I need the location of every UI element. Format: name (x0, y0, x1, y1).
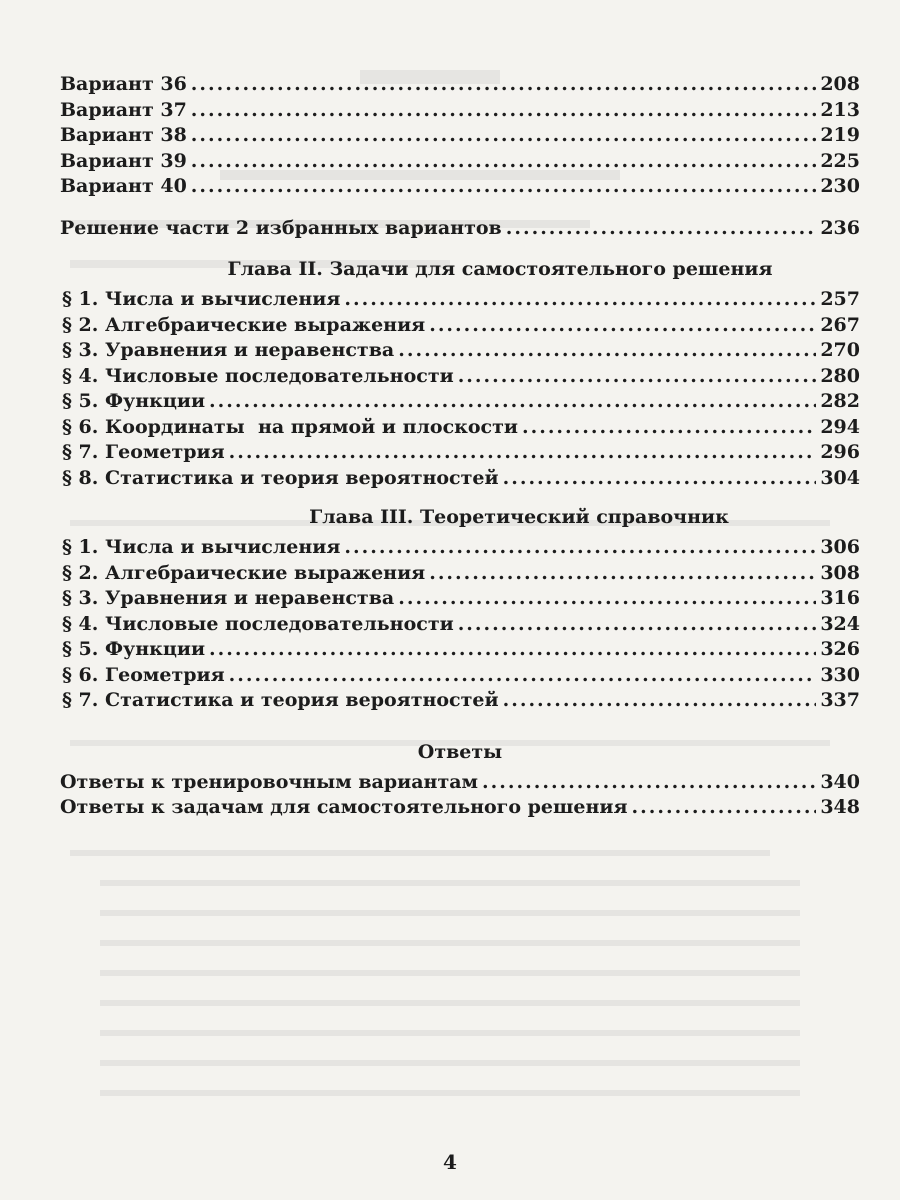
leader-dots (209, 637, 816, 663)
toc-entry-answers-self-study[interactable] (60, 795, 860, 821)
toc-label: § 3. Уравнения и неравенства (62, 587, 395, 609)
toc-page-number: 219 (820, 124, 860, 146)
toc-label: § 1. Числа и вычисления (62, 288, 341, 310)
toc-entry-ch3-s5[interactable] (60, 637, 860, 663)
toc-label: § 4. Числовые последовательности (62, 612, 454, 635)
leader-dots (191, 149, 816, 175)
toc-label: Вариант 36 (60, 73, 187, 95)
toc-page-number: 208 (820, 73, 860, 95)
page-number: 4 (443, 1150, 457, 1174)
leader-dots (429, 561, 816, 587)
leader-dots (632, 795, 816, 821)
toc-page-number: 213 (820, 98, 860, 121)
leader-dots (209, 389, 816, 415)
toc-entry-ch2-s5[interactable] (60, 389, 860, 415)
toc-entry-ch2-s3[interactable] (60, 338, 860, 364)
leader-dots (191, 72, 816, 98)
toc-label: § 1. Числа и вычисления (62, 536, 341, 558)
toc-page-number: 308 (820, 561, 860, 584)
leader-dots (344, 287, 816, 313)
toc-entry-ch3-s3[interactable] (60, 586, 860, 612)
toc-label: Ответы к задачам для самостоятельного решения (60, 796, 628, 818)
leader-dots (191, 174, 816, 200)
leader-dots (503, 466, 816, 492)
toc-entry-variant-40[interactable] (60, 174, 860, 200)
toc-entry-ch2-s4[interactable] (60, 364, 860, 390)
chapter-2-heading: Глава II. Задачи для самостоятельного решения (227, 258, 773, 280)
spacer (60, 200, 860, 216)
toc-entry-variant-36[interactable] (60, 72, 860, 98)
toc-label: Вариант 39 (60, 149, 187, 172)
toc-label: Вариант 38 (60, 124, 187, 146)
chapter-3-heading: Глава III. Теоретический справочник (309, 506, 729, 528)
toc-label: § 2. Алгебраические выражения (62, 313, 426, 336)
leader-dots (398, 586, 816, 612)
leader-dots (191, 123, 816, 149)
toc-label: § 3. Уравнения и неравенства (62, 339, 395, 361)
toc-entry-ch3-s7[interactable] (60, 688, 860, 714)
toc-entry-ch2-s7[interactable] (60, 440, 860, 466)
toc-page-number: 304 (820, 466, 860, 489)
toc-entry-ch2-s1[interactable] (60, 287, 860, 313)
leader-dots (458, 364, 816, 390)
toc-entry-answers-training[interactable] (60, 770, 860, 796)
toc-label: § 5. Функции (62, 390, 206, 412)
toc-label: § 5. Функции (62, 638, 206, 660)
toc-page-number: 348 (820, 796, 860, 818)
toc-page-number: 282 (820, 390, 860, 412)
toc-page-number: 270 (820, 339, 860, 361)
toc-entry-ch2-s8[interactable] (60, 466, 860, 492)
toc-entry-variant-39[interactable] (60, 149, 860, 175)
toc-page-number: 267 (820, 313, 860, 336)
leader-dots (503, 688, 816, 714)
leader-dots (344, 535, 816, 561)
leader-dots (522, 415, 816, 441)
toc-label: Вариант 40 (60, 175, 187, 197)
leader-dots (506, 216, 816, 242)
toc-page-number: 280 (820, 364, 860, 387)
leader-dots (229, 663, 816, 689)
toc-label: Ответы к тренировочным вариантам (60, 770, 479, 793)
leader-dots (191, 98, 816, 124)
toc-label: § 4. Числовые последовательности (62, 364, 454, 387)
toc-entry-ch2-s6[interactable] (60, 415, 860, 441)
toc-page-number: 236 (820, 216, 860, 239)
toc-label: § 2. Алгебраические выражения (62, 561, 426, 584)
leader-dots (482, 770, 816, 796)
toc-page-number: 294 (820, 415, 860, 438)
toc-page-number: 225 (820, 149, 860, 172)
answers-heading: Ответы (417, 740, 503, 763)
toc-label: Решение части 2 избранных вариантов (60, 216, 502, 239)
toc-entry-solutions[interactable] (60, 216, 860, 242)
toc-label: § 6. Геометрия (62, 663, 225, 686)
toc-entry-ch3-s1[interactable] (60, 535, 860, 561)
toc-label: Вариант 37 (60, 98, 187, 121)
toc-page-number: 230 (820, 175, 860, 197)
toc-page-number: 324 (820, 612, 860, 635)
leader-dots (429, 313, 816, 339)
toc-entry-ch3-s4[interactable] (60, 612, 860, 638)
toc-label: § 6. Координаты на прямой и плоскости (62, 415, 518, 438)
toc-page-number: 316 (820, 587, 860, 609)
toc-page-number: 306 (820, 536, 860, 558)
toc-label: § 8. Статистика и теория вероятностей (62, 466, 499, 489)
toc-entry-ch2-s2[interactable] (60, 313, 860, 339)
toc-label: § 7. Геометрия (62, 441, 225, 463)
toc-entry-variant-37[interactable] (60, 98, 860, 124)
toc-label: § 7. Статистика и теория вероятностей (62, 689, 499, 711)
toc-page-number: 326 (820, 638, 860, 660)
table-of-contents (60, 72, 860, 821)
toc-entry-variant-38[interactable] (60, 123, 860, 149)
toc-page-number: 337 (820, 689, 860, 711)
toc-page-number: 330 (820, 663, 860, 686)
toc-page-number: 257 (820, 288, 860, 310)
toc-page-number: 340 (820, 770, 860, 793)
leader-dots (398, 338, 816, 364)
leader-dots (229, 440, 816, 466)
toc-entry-ch3-s6[interactable] (60, 663, 860, 689)
toc-page-number: 296 (820, 441, 860, 463)
toc-entry-ch3-s2[interactable] (60, 561, 860, 587)
leader-dots (458, 612, 816, 638)
